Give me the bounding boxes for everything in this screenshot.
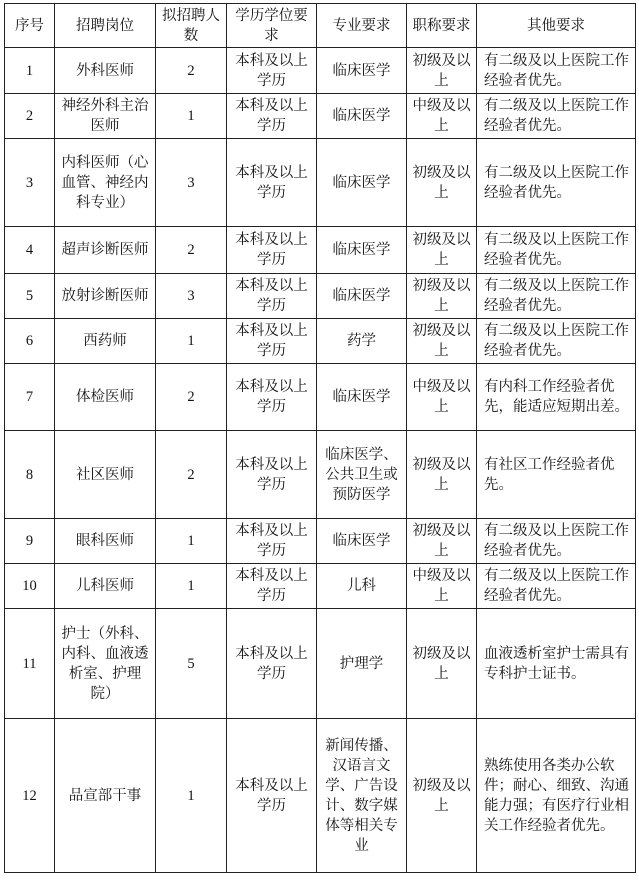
row-major: 临床医学 bbox=[317, 274, 407, 319]
row-count: 3 bbox=[156, 274, 227, 319]
row-title: 初级及以上 bbox=[407, 719, 477, 873]
row-title: 初级及以上 bbox=[407, 609, 477, 719]
table-row bbox=[5, 319, 636, 364]
header-count: 拟招聘人数 bbox=[156, 4, 227, 48]
row-other: 有二级及以上医院工作经验者优先。 bbox=[477, 274, 636, 319]
row-major: 临床医学 bbox=[317, 48, 407, 94]
table-row bbox=[5, 519, 636, 564]
row-education: 本科及以上学历 bbox=[227, 227, 317, 274]
row-post: 儿科医师 bbox=[55, 564, 156, 609]
row-post: 西药师 bbox=[55, 319, 156, 364]
row-education: 本科及以上学历 bbox=[227, 364, 317, 431]
row-education: 本科及以上学历 bbox=[227, 719, 317, 873]
row-count: 2 bbox=[156, 48, 227, 94]
table-row bbox=[5, 48, 636, 94]
row-count: 1 bbox=[156, 719, 227, 873]
header-no: 序号 bbox=[5, 4, 55, 48]
row-post: 体检医师 bbox=[55, 364, 156, 431]
row-count: 1 bbox=[156, 564, 227, 609]
row-post: 放射诊断医师 bbox=[55, 274, 156, 319]
row-other: 有二级及以上医院工作经验者优先。 bbox=[477, 519, 636, 564]
table-row bbox=[5, 719, 636, 873]
row-count: 5 bbox=[156, 609, 227, 719]
row-no: 3 bbox=[5, 139, 55, 227]
row-count: 3 bbox=[156, 139, 227, 227]
row-post: 神经外科主治医师 bbox=[55, 94, 156, 139]
row-title: 中级及以上 bbox=[407, 94, 477, 139]
recruitment-table-wrapper bbox=[4, 3, 636, 873]
table-row bbox=[5, 609, 636, 719]
row-major: 临床医学 bbox=[317, 519, 407, 564]
row-title: 初级及以上 bbox=[407, 319, 477, 364]
row-no: 12 bbox=[5, 719, 55, 873]
row-major: 儿科 bbox=[317, 564, 407, 609]
row-other: 有内科工作经验者优先，能适应短期出差。 bbox=[477, 364, 636, 431]
row-education: 本科及以上学历 bbox=[227, 274, 317, 319]
row-education: 本科及以上学历 bbox=[227, 564, 317, 609]
row-post: 眼科医师 bbox=[55, 519, 156, 564]
row-other: 有二级及以上医院工作经验者优先。 bbox=[477, 48, 636, 94]
row-other: 有二级及以上医院工作经验者优先。 bbox=[477, 139, 636, 227]
row-no: 6 bbox=[5, 319, 55, 364]
row-no: 8 bbox=[5, 431, 55, 519]
row-other: 有二级及以上医院工作经验者优先。 bbox=[477, 94, 636, 139]
row-other: 有二级及以上医院工作经验者优先。 bbox=[477, 319, 636, 364]
row-no: 1 bbox=[5, 48, 55, 94]
row-major: 临床医学 bbox=[317, 94, 407, 139]
row-count: 1 bbox=[156, 319, 227, 364]
row-title: 初级及以上 bbox=[407, 227, 477, 274]
row-major: 临床医学 bbox=[317, 227, 407, 274]
table-row bbox=[5, 364, 636, 431]
row-education: 本科及以上学历 bbox=[227, 609, 317, 719]
row-education: 本科及以上学历 bbox=[227, 139, 317, 227]
row-title: 初级及以上 bbox=[407, 431, 477, 519]
row-other: 有社区工作经验者优先。 bbox=[477, 431, 636, 519]
row-post: 护士（外科、内科、血液透析室、护理院） bbox=[55, 609, 156, 719]
header-title: 职称要求 bbox=[407, 4, 477, 48]
row-no: 4 bbox=[5, 227, 55, 274]
row-count: 1 bbox=[156, 94, 227, 139]
row-no: 5 bbox=[5, 274, 55, 319]
row-title: 中级及以上 bbox=[407, 564, 477, 609]
row-title: 初级及以上 bbox=[407, 519, 477, 564]
row-title: 初级及以上 bbox=[407, 48, 477, 94]
header-education: 学历学位要求 bbox=[227, 4, 317, 48]
row-no: 9 bbox=[5, 519, 55, 564]
row-title: 初级及以上 bbox=[407, 274, 477, 319]
table-header-row bbox=[5, 4, 636, 48]
recruitment-table bbox=[4, 3, 636, 873]
row-post: 超声诊断医师 bbox=[55, 227, 156, 274]
row-other: 有二级及以上医院工作经验者优先。 bbox=[477, 227, 636, 274]
row-education: 本科及以上学历 bbox=[227, 48, 317, 94]
row-title: 中级及以上 bbox=[407, 364, 477, 431]
row-education: 本科及以上学历 bbox=[227, 319, 317, 364]
row-major: 药学 bbox=[317, 319, 407, 364]
row-major: 临床医学 bbox=[317, 139, 407, 227]
row-education: 本科及以上学历 bbox=[227, 519, 317, 564]
table-row bbox=[5, 431, 636, 519]
table-row bbox=[5, 227, 636, 274]
row-major: 新闻传播、汉语言文学、广告设计、数字媒体等相关专业 bbox=[317, 719, 407, 873]
row-major: 护理学 bbox=[317, 609, 407, 719]
row-other: 熟练使用各类办公软件；耐心、细致、沟通能力强；有医疗行业相关工作经验者优先。 bbox=[477, 719, 636, 873]
row-title: 初级及以上 bbox=[407, 139, 477, 227]
header-post: 招聘岗位 bbox=[55, 4, 156, 48]
header-major: 专业要求 bbox=[317, 4, 407, 48]
row-count: 2 bbox=[156, 431, 227, 519]
table-row bbox=[5, 564, 636, 609]
row-other: 血液透析室护士需具有专科护士证书。 bbox=[477, 609, 636, 719]
table-row bbox=[5, 274, 636, 319]
row-other: 有二级及以上医院工作经验者优先。 bbox=[477, 564, 636, 609]
row-no: 11 bbox=[5, 609, 55, 719]
row-education: 本科及以上学历 bbox=[227, 431, 317, 519]
table-row bbox=[5, 139, 636, 227]
row-no: 10 bbox=[5, 564, 55, 609]
row-major: 临床医学 bbox=[317, 364, 407, 431]
row-education: 本科及以上学历 bbox=[227, 94, 317, 139]
row-post: 内科医师（心血管、神经内科专业） bbox=[55, 139, 156, 227]
row-no: 2 bbox=[5, 94, 55, 139]
row-post: 社区医师 bbox=[55, 431, 156, 519]
row-count: 2 bbox=[156, 364, 227, 431]
row-no: 7 bbox=[5, 364, 55, 431]
row-major: 临床医学、公共卫生或预防医学 bbox=[317, 431, 407, 519]
row-post: 外科医师 bbox=[55, 48, 156, 94]
row-post: 品宣部干事 bbox=[55, 719, 156, 873]
table-row bbox=[5, 94, 636, 139]
row-count: 1 bbox=[156, 519, 227, 564]
header-other: 其他要求 bbox=[477, 4, 636, 48]
row-count: 2 bbox=[156, 227, 227, 274]
